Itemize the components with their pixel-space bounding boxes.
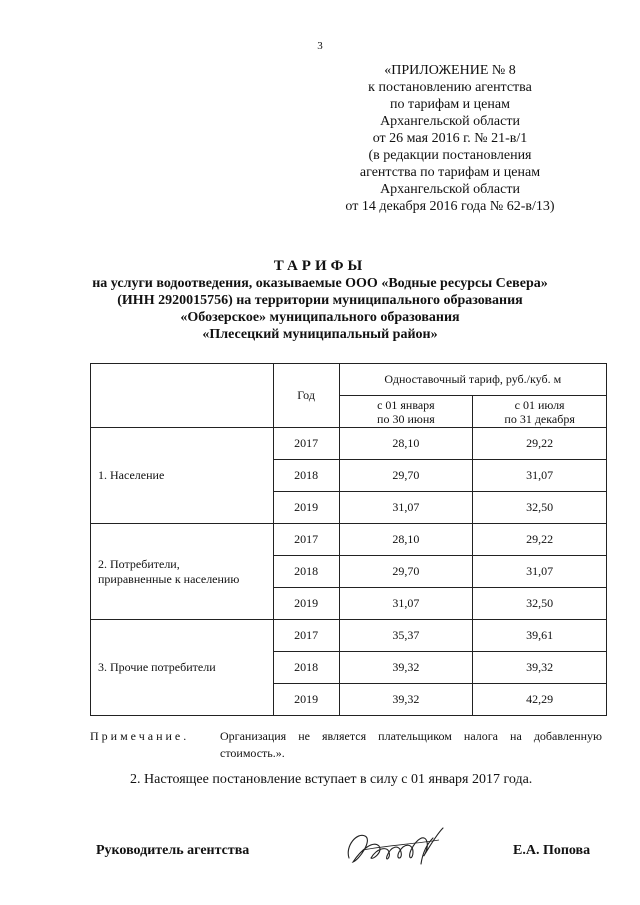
page-number: 3 — [317, 40, 323, 52]
table-header-half1: с 01 января по 30 июня — [339, 396, 473, 428]
year-cell: 2018 — [273, 460, 339, 492]
tariff-cell: 32,50 — [473, 588, 607, 620]
table-header-tariff: Одноставочный тариф, руб./куб. м — [339, 364, 606, 396]
year-cell: 2018 — [273, 556, 339, 588]
group-label-equivalent-consumers: 2. Потребители, приравненные к населению — [91, 524, 274, 620]
title-line: на услуги водоотведения, оказываемые ООО «Водные ресурсы Севера» — [92, 276, 548, 291]
appendix-line: агентства по тарифам и ценам — [359, 165, 541, 180]
tariff-cell: 28,10 — [339, 524, 473, 556]
group-label-population: 1. Население — [91, 428, 274, 524]
table-row — [91, 524, 607, 556]
year-cell: 2018 — [273, 652, 339, 684]
signature-image — [343, 820, 453, 870]
title-line: «Плесецкий муниципальный район» — [202, 327, 438, 342]
tariff-cell: 39,32 — [339, 652, 473, 684]
document-title — [80, 258, 560, 343]
year-cell: 2019 — [273, 684, 339, 716]
signer-title: Руководитель агентства — [96, 843, 250, 858]
tariff-cell: 29,70 — [339, 556, 473, 588]
appendix-header — [300, 62, 600, 215]
appendix-line: Архангельской области — [380, 114, 520, 129]
appendix-line: от 14 декабря 2016 года № 62-в/13) — [345, 199, 555, 214]
table-header-category — [91, 364, 274, 428]
title-line: «Обозерское» муниципального образования — [180, 310, 460, 325]
tariff-table — [90, 363, 607, 716]
table-header-year: Год — [273, 364, 339, 428]
tariff-cell: 31,07 — [339, 588, 473, 620]
tariff-cell: 29,22 — [473, 428, 607, 460]
tariff-cell: 39,32 — [339, 684, 473, 716]
title-heading: ТАРИФЫ — [273, 258, 367, 274]
tariff-cell: 35,37 — [339, 620, 473, 652]
year-cell: 2017 — [273, 428, 339, 460]
year-cell: 2017 — [273, 620, 339, 652]
tariff-cell: 39,32 — [473, 652, 607, 684]
tariff-cell: 42,29 — [473, 684, 607, 716]
year-cell: 2017 — [273, 524, 339, 556]
tariff-cell: 28,10 — [339, 428, 473, 460]
tariff-cell: 31,07 — [339, 492, 473, 524]
year-cell: 2019 — [273, 588, 339, 620]
year-cell: 2019 — [273, 492, 339, 524]
signer-name: Е.А. Попова — [513, 843, 591, 858]
appendix-line: от 26 мая 2016 г. № 21-в/1 — [372, 131, 528, 146]
tariff-cell: 32,50 — [473, 492, 607, 524]
title-line: (ИНН 2920015756) на территории муниципального образования — [117, 293, 523, 308]
appendix-line: (в редакции постановления — [368, 148, 532, 163]
table-header-half2: с 01 июля по 31 декабря — [473, 396, 607, 428]
note-label: Примечание. — [90, 729, 190, 743]
appendix-line: по тарифам и ценам — [390, 97, 510, 112]
tariff-cell: 31,07 — [473, 556, 607, 588]
note-text: Организация не является плательщиком налога на добавленную стоимость.». — [220, 729, 602, 760]
tariff-cell: 39,61 — [473, 620, 607, 652]
table-row — [91, 428, 607, 460]
appendix-line: Архангельской области — [380, 182, 520, 197]
group-label-other-consumers: 3. Прочие потребители — [91, 620, 274, 716]
table-row — [91, 620, 607, 652]
appendix-line: «ПРИЛОЖЕНИЕ № 8 — [384, 63, 516, 78]
tariff-cell: 29,70 — [339, 460, 473, 492]
appendix-line: к постановлению агентства — [368, 80, 532, 95]
effective-date-clause: 2. Настоящее постановление вступает в силу с 01 января 2017 года. — [130, 772, 533, 787]
tariff-cell: 31,07 — [473, 460, 607, 492]
tariff-cell: 29,22 — [473, 524, 607, 556]
